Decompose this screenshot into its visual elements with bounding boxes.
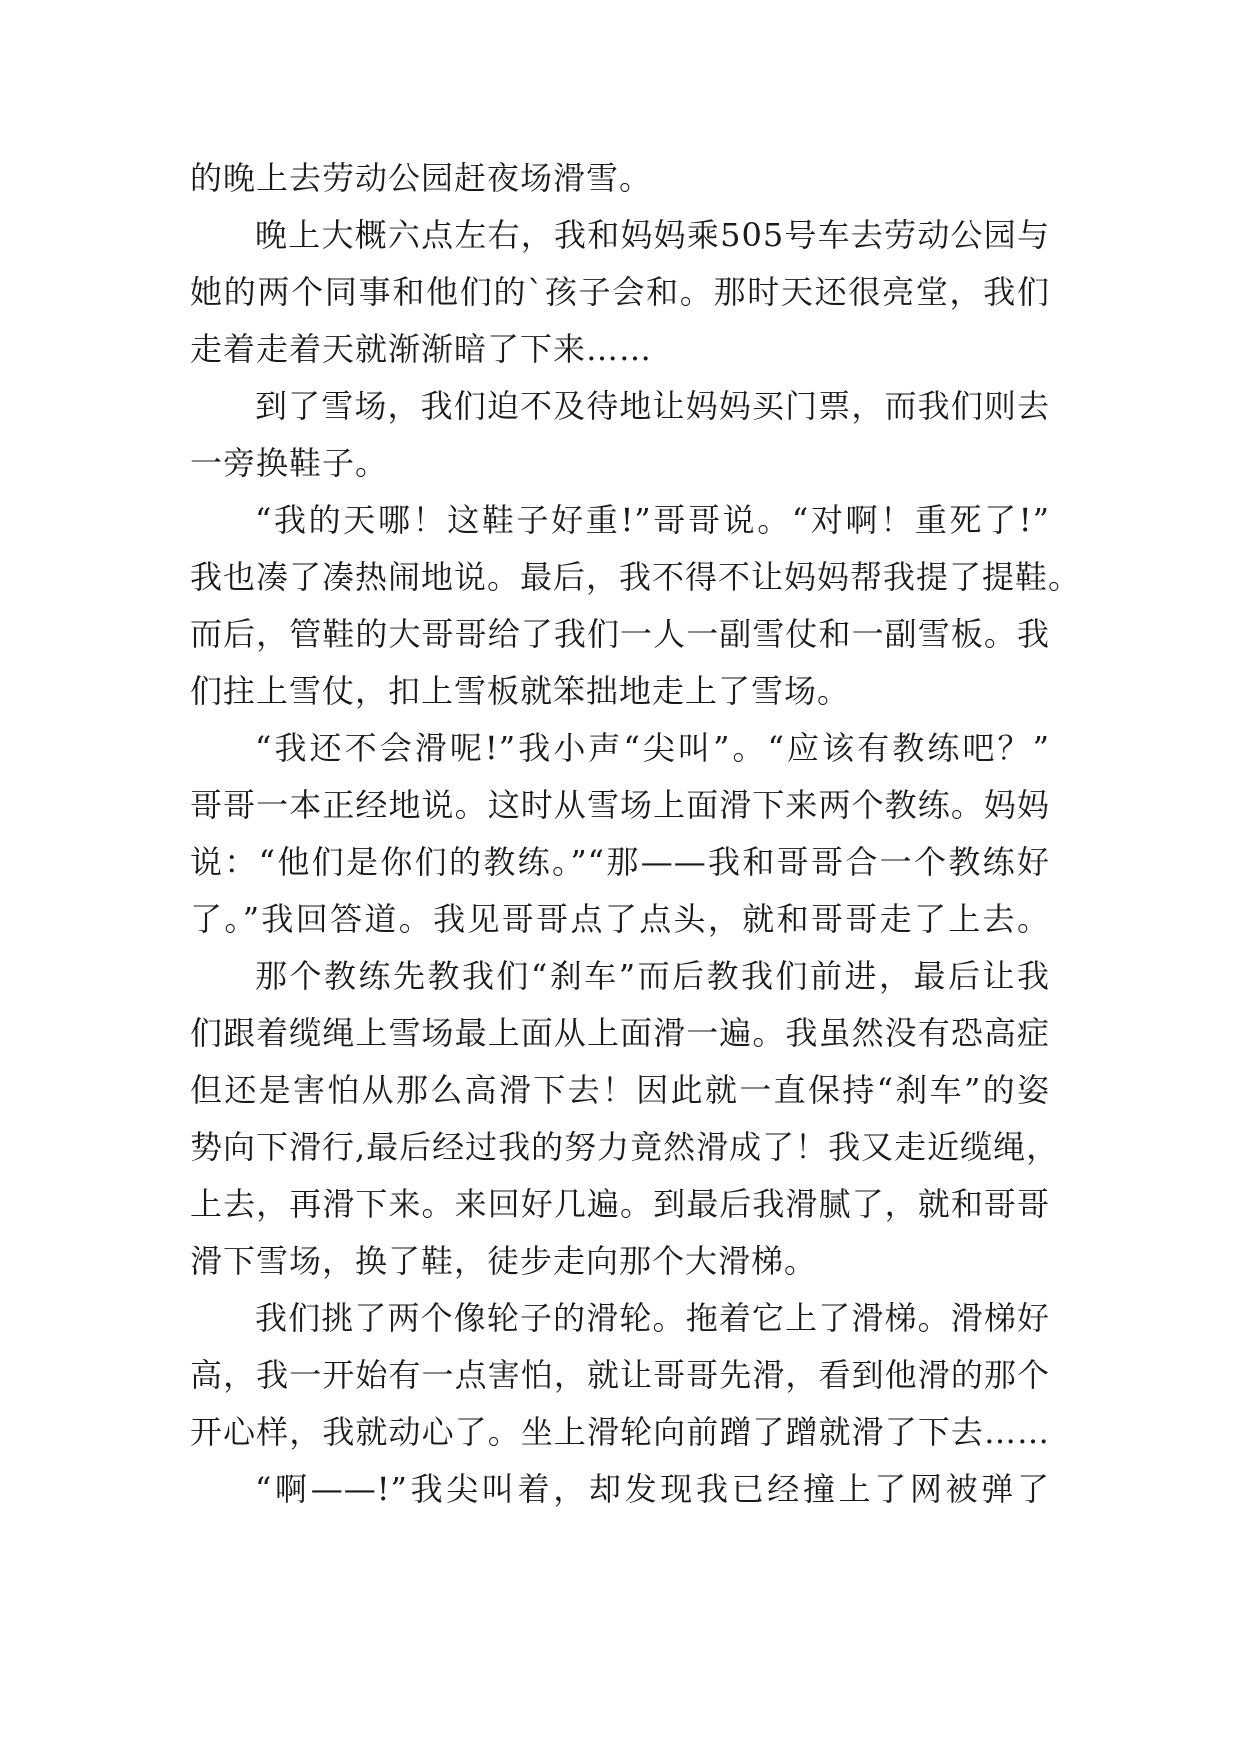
text-line: 上去，再滑下来。来回好几遍。到最后我滑腻了，就和哥哥 (190, 1185, 1050, 1223)
text-line: 晚上大概六点左右，我和妈妈乘505号车去劳动公园与 (255, 216, 1050, 254)
text-line: 那个教练先教我们“刹车”而后教我们前进，最后让我 (255, 957, 1050, 995)
text-line: “我的天哪！这鞋子好重!”哥哥说。“对啊！重死了!” (255, 501, 1050, 539)
text-line: 开心样，我就动心了。坐上滑轮向前蹭了蹭就滑了下去…… (190, 1413, 1050, 1451)
text-line: “我还不会滑呢!”我小声“尖叫”。“应该有教练吧？” (255, 729, 1050, 767)
text-line: 一旁换鞋子。 (190, 444, 389, 482)
text-line: 我也凑了凑热闹地说。最后，我不得不让妈妈帮我提了提鞋。 (190, 558, 1082, 596)
text-line: 走着走着天就渐渐暗了下来…… (190, 330, 653, 368)
body-text (190, 150, 1082, 1518)
text-line: 而后，管鞋的大哥哥给了我们一人一副雪仗和一副雪板。我 (190, 615, 1050, 653)
text-line: 我们挑了两个像轮子的滑轮。拖着它上了滑梯。滑梯好 (255, 1299, 1050, 1337)
text-line: 势向下滑行,最后经过我的努力竟然滑成了！我又走近缆绳， (190, 1128, 1060, 1166)
text-line: 了。”我回答道。我见哥哥点了点头，就和哥哥走了上去。 (190, 900, 1050, 938)
text-line: 到了雪场，我们迫不及待地让妈妈买门票，而我们则去 (255, 387, 1050, 425)
text-line: 们跟着缆绳上雪场最上面从上面滑一遍。我虽然没有恐高症 (190, 1014, 1050, 1052)
text-line: 说：“他们是你们的教练。”“那——我和哥哥合一个教练好 (190, 843, 1050, 881)
text-line: 哥哥一本正经地说。这时从雪场上面滑下来两个教练。妈妈 (190, 786, 1050, 824)
text-line: 的晚上去劳动公园赶夜场滑雪。 (190, 159, 653, 197)
text-line: 们拄上雪仗，扣上雪板就笨拙地走上了雪场。 (190, 672, 851, 710)
text-line: “啊——!”我尖叫着，却发现我已经撞上了网被弹了 (255, 1470, 1050, 1508)
text-line: 但还是害怕从那么高滑下去！因此就一直保持“刹车”的姿 (190, 1071, 1050, 1109)
text-line: 滑下雪场，换了鞋，徒步走向那个大滑梯。 (190, 1242, 818, 1280)
text-line: 她的两个同事和他们的`孩子会和。那时天还很亮堂，我们 (190, 273, 1050, 311)
text-line: 高，我一开始有一点害怕，就让哥哥先滑，看到他滑的那个 (190, 1356, 1050, 1394)
